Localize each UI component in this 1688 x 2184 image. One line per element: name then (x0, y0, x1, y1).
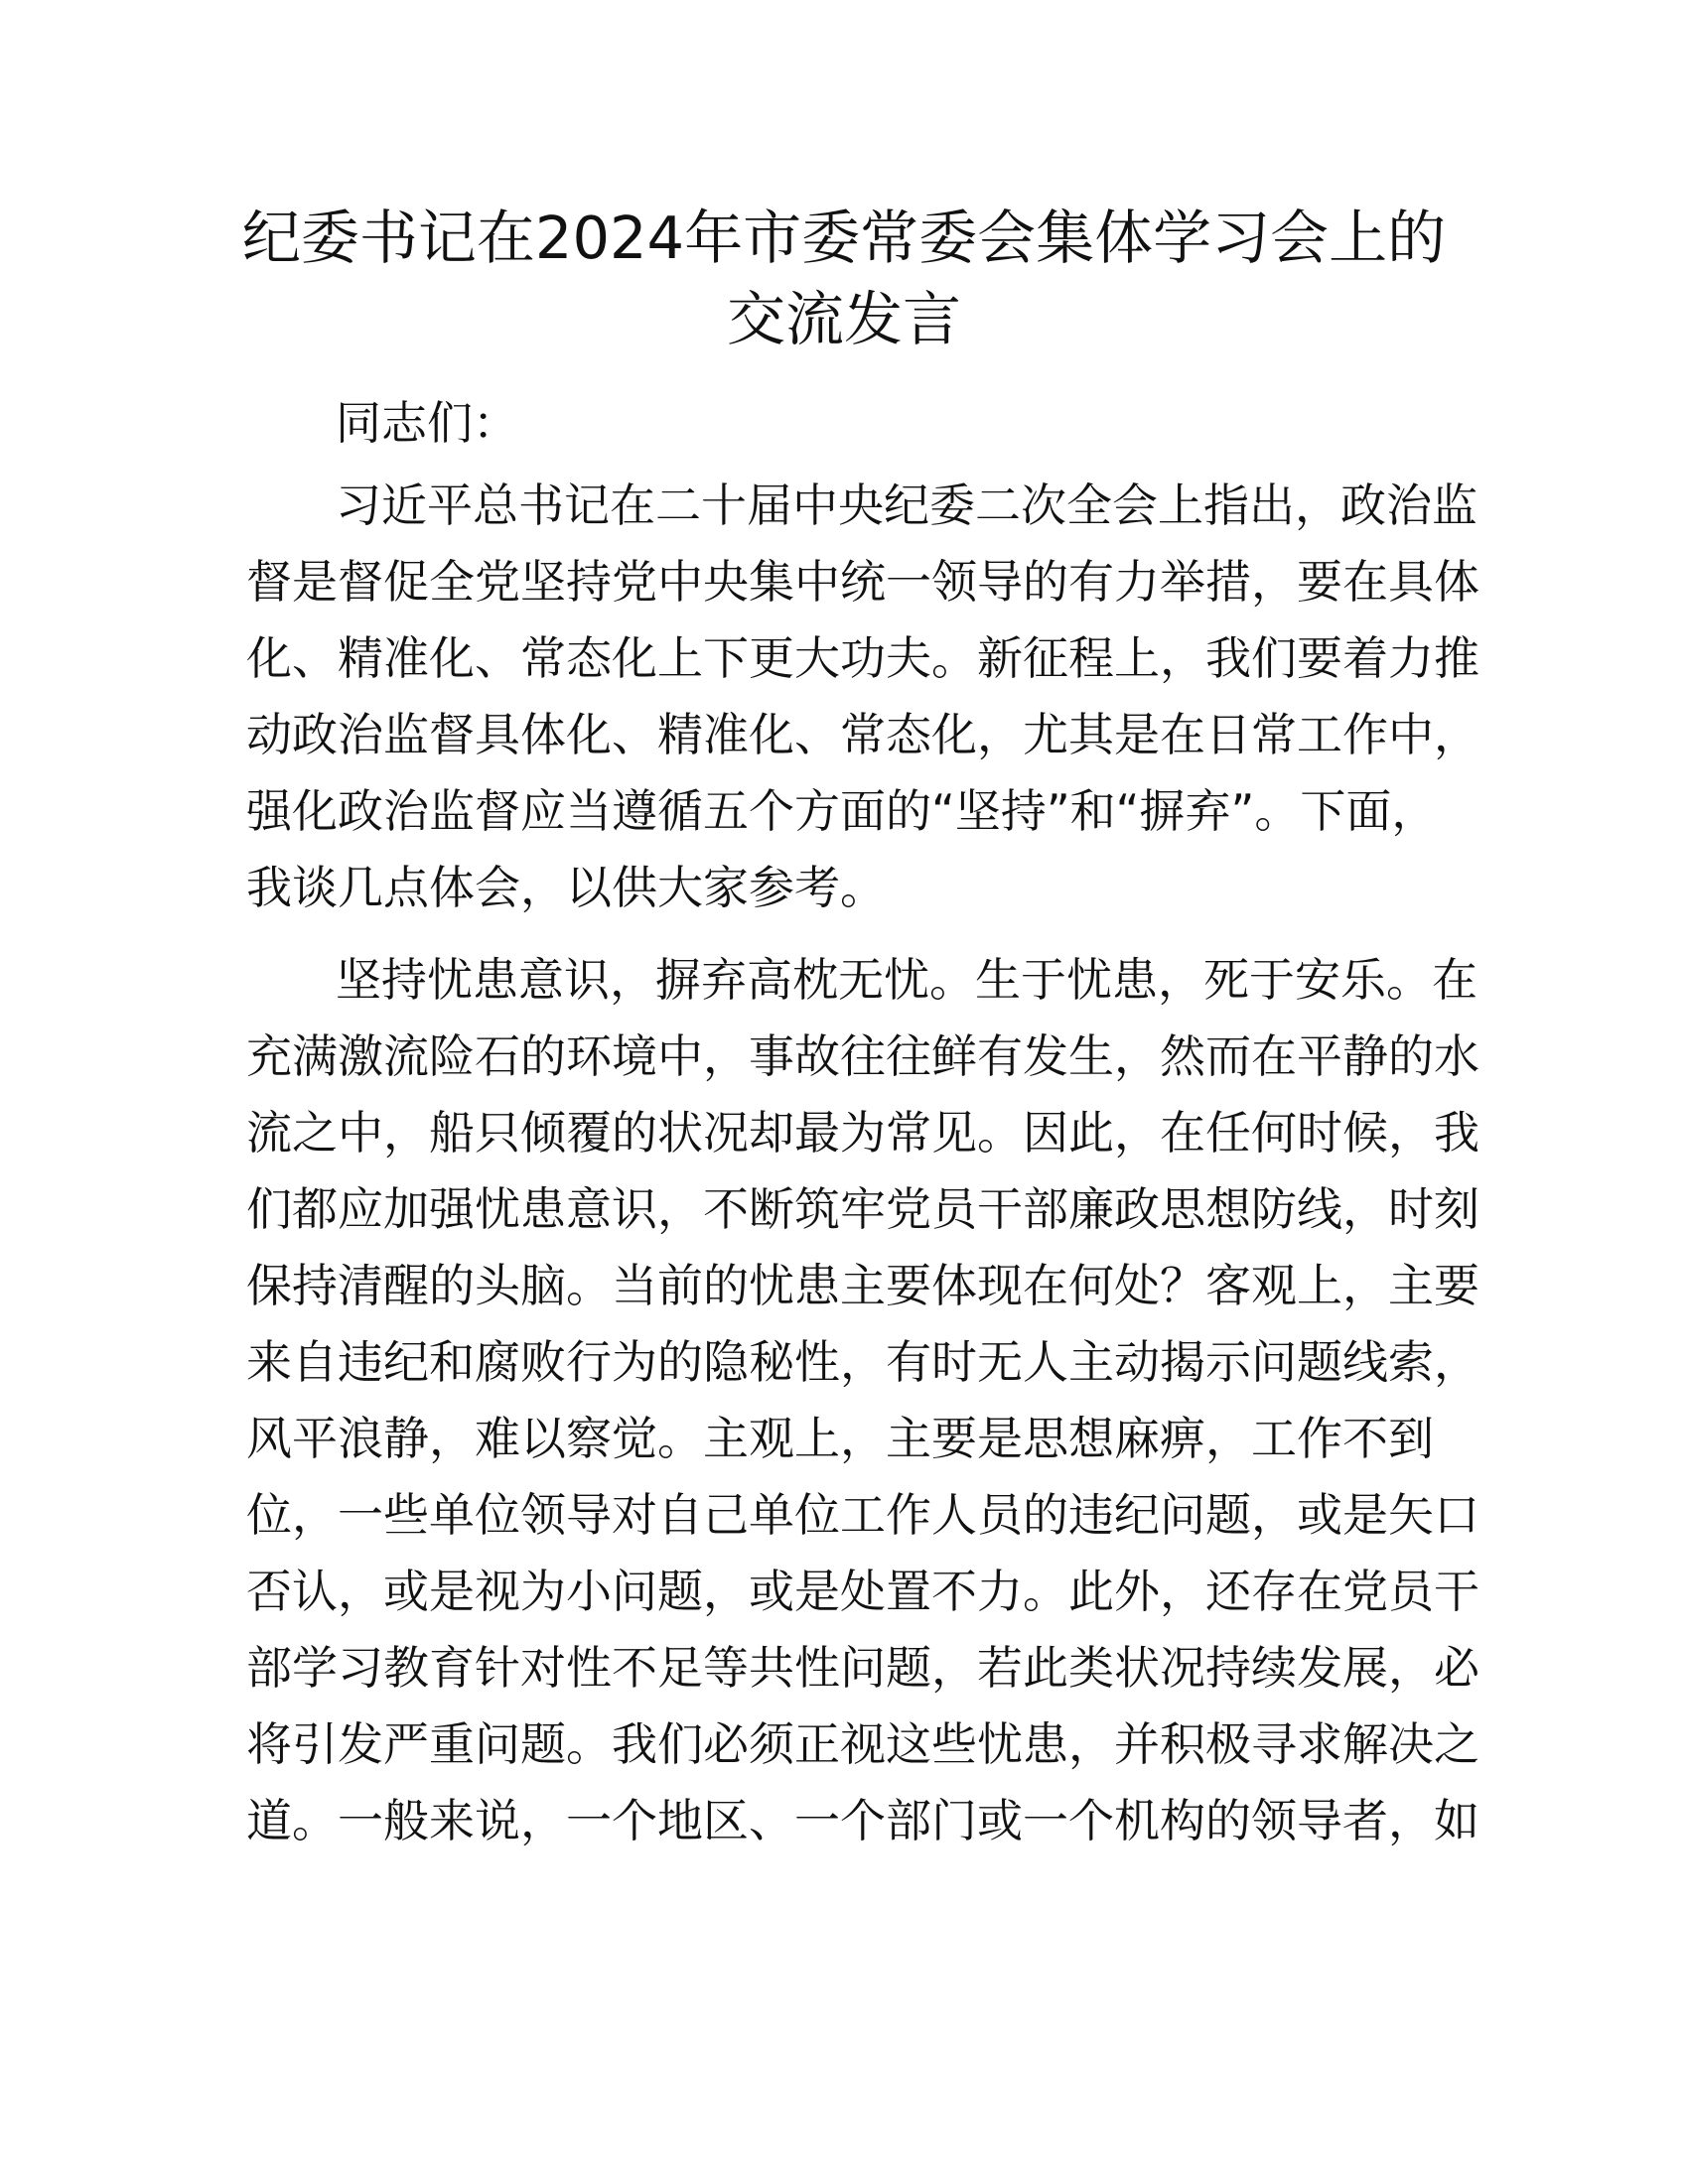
paragraph-2-line: 道。一般来说，一个地区、一个部门或一个机构的领导者，如 (246, 1794, 1479, 1847)
paragraph-2-line: 坚持忧患意识，摒弃高枕无忧。生于忧患，死于安乐。在 (336, 953, 1477, 1007)
paragraph-2-line: 将引发严重问题。我们必须正视这些忧患，并积极寻求解决之 (246, 1717, 1479, 1771)
paragraph-1-line: 督是督促全党坚持党中央集中统一领导的有力举措，要在具体 (246, 555, 1479, 609)
paragraph-2-line: 保持清醒的头脑。当前的忧患主要体现在何处？客观上，主要 (246, 1259, 1479, 1312)
paragraph-1-line: 我谈几点体会，以供大家参考。 (246, 861, 886, 914)
paragraph-1-line: 习近平总书记在二十届中央纪委二次全会上指出，政治监 (336, 478, 1477, 532)
salutation: 同志们： (336, 396, 518, 450)
document-title-line-1: 纪委书记在2024年市委常委会集体学习会上的 (241, 204, 1447, 272)
paragraph-2-line: 流之中，船只倾覆的状况却最为常见。因此，在任何时候，我 (246, 1106, 1479, 1160)
paragraph-2-line: 风平浪静，难以察觉。主观上，主要是思想麻痹，工作不到 (246, 1412, 1434, 1465)
paragraph-1-line: 动政治监督具体化、精准化、常态化，尤其是在日常工作中， (246, 708, 1479, 761)
paragraph-2-line: 们都应加强忧患意识，不断筑牢党员干部廉政思想防线，时刻 (246, 1182, 1479, 1236)
paragraph-2-line: 否认，或是视为小问题，或是处置不力。此外，还存在党员干 (246, 1565, 1479, 1618)
paragraph-2-line: 充满激流险石的环境中，事故往往鲜有发生，然而在平静的水 (246, 1029, 1479, 1083)
paragraph-2-line: 部学习教育针对性不足等共性问题，若此类状况持续发展，必 (246, 1641, 1479, 1695)
paragraph-2-line: 来自违纪和腐败行为的隐秘性，有时无人主动揭示问题线索， (246, 1335, 1479, 1389)
paragraph-1-line: 化、精准化、常态化上下更大功夫。新征程上，我们要着力推 (246, 631, 1479, 685)
paragraph-1-line: 强化政治监督应当遵循五个方面的“坚持”和“摒弃”。下面， (246, 784, 1438, 838)
document-title-line-2: 交流发言 (726, 285, 961, 353)
paragraph-2-line: 位，一些单位领导对自己单位工作人员的违纪问题，或是矢口 (246, 1488, 1479, 1542)
